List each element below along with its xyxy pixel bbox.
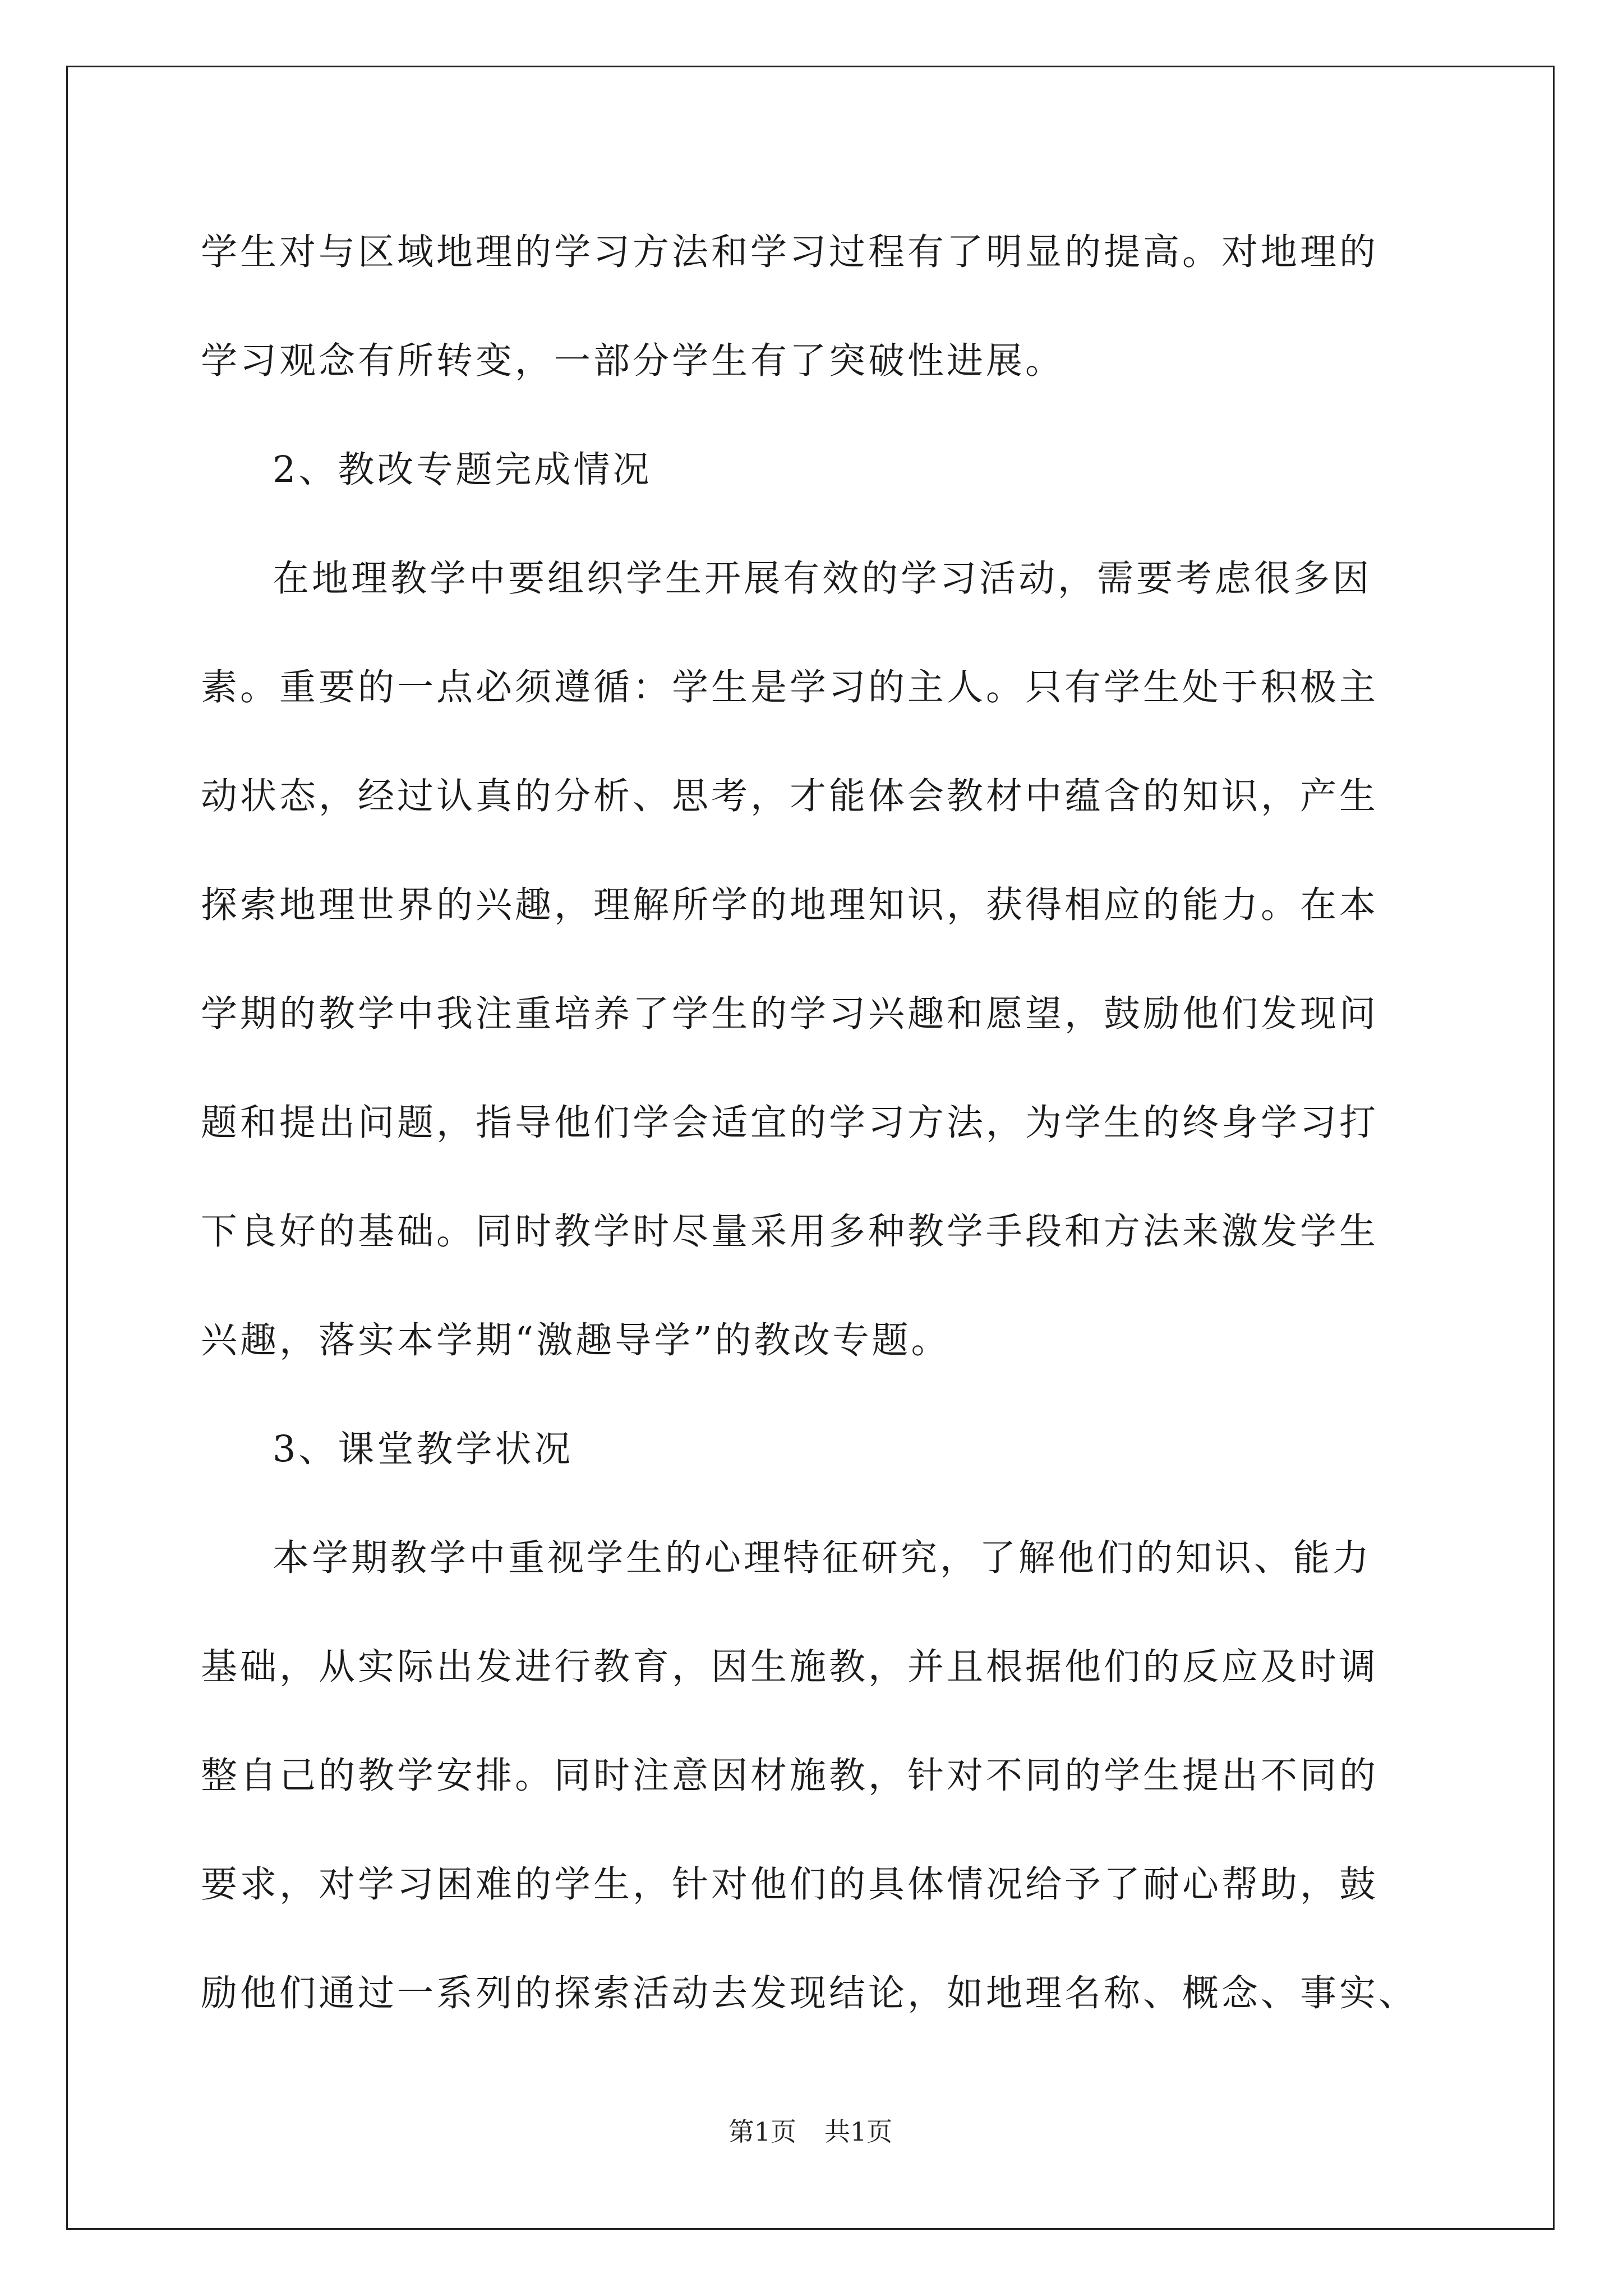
text-line: 兴趣，落实本学期“激趣导学”的教改专题。 (201, 1319, 951, 1361)
text-line: 题和提出问题，指导他们学会适宜的学习方法，为学生的终身学习打 (201, 1102, 1379, 1144)
text-line: 励他们通过一系列的探索活动去发现结论，如地理名称、概念、事实、 (201, 1972, 1418, 2014)
current-page-number: 第1页 (728, 2116, 796, 2147)
text-line: 学习观念有所转变，一部分学生有了突破性进展。 (201, 340, 1065, 382)
text-line: 整自己的教学安排。同时注意因材施教，针对不同的学生提出不同的 (201, 1755, 1379, 1797)
text-line: 2、教改专题完成情况 (273, 449, 652, 491)
text-line: 本学期教学中重视学生的心理特征研究，了解他们的知识、能力 (273, 1537, 1372, 1579)
text-line: 在地理教学中要组织学生开展有效的学习活动，需要考虑很多因 (273, 558, 1372, 600)
text-line: 基础，从实际出发进行教育，因生施教，并且根据他们的反应及时调 (201, 1646, 1379, 1688)
text-line: 下良好的基础。同时教学时尽量采用多种教学手段和方法来激发学生 (201, 1211, 1379, 1253)
text-line: 探索地理世界的兴趣，理解所学的地理知识，获得相应的能力。在本 (201, 884, 1379, 926)
text-line: 学生对与区域地理的学习方法和学习过程有了明显的提高。对地理的 (201, 231, 1379, 273)
text-line: 学期的教学中我注重培养了学生的学习兴趣和愿望，鼓励他们发现问 (201, 993, 1379, 1035)
text-line: 素。重要的一点必须遵循：学生是学习的主人。只有学生处于积极主 (201, 666, 1379, 708)
total-pages: 共1页 (824, 2116, 893, 2147)
text-line: 动状态，经过认真的分析、思考，才能体会教材中蕴含的知识，产生 (201, 775, 1379, 817)
text-line: 要求，对学习困难的学生，针对他们的具体情况给予了耐心帮助，鼓 (201, 1864, 1379, 1906)
page-footer (68, 2115, 1553, 2148)
text-line: 3、课堂教学状况 (273, 1428, 574, 1470)
page-frame (66, 66, 1555, 2230)
